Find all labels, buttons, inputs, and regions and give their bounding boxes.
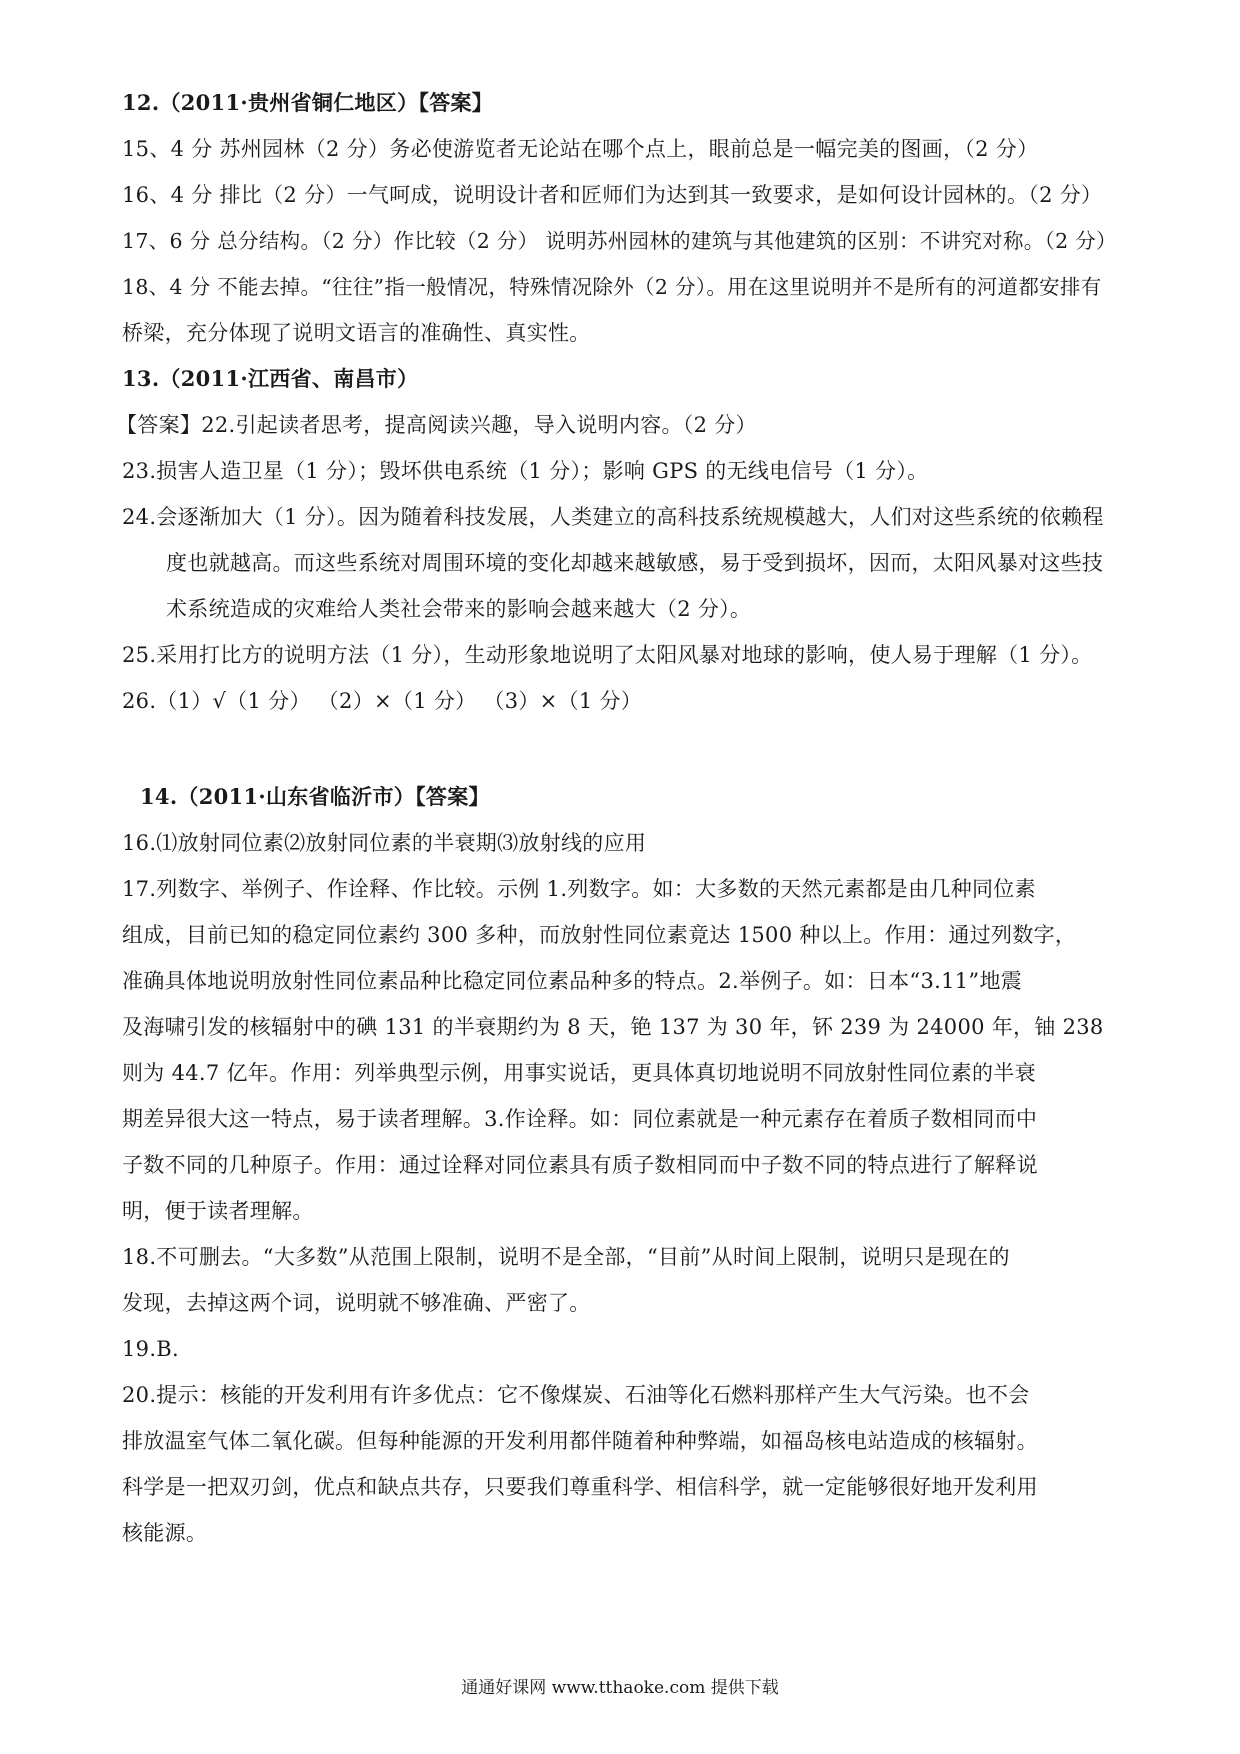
answer-line-18-cont: 桥梁，充分体现了说明文语言的准确性、真实性。	[122, 321, 591, 345]
answer-line-17b-cont-4: 则为 44.7 亿年。作用：列举典型示例，用事实说话，更具体真切地说明不同放射性同位素的半衰	[122, 1061, 1036, 1085]
answer-line-17b-cont-5: 期差异很大这一特点，易于读者理解。3.作诠释。如：同位素就是一种元素存在着质子数相同而中	[122, 1107, 1038, 1131]
answer-line-19b: 19.B.	[122, 1337, 180, 1361]
answer-line-16b: 16.⑴放射同位素⑵放射同位素的半衰期⑶放射线的应用	[122, 831, 647, 855]
answer-line-26: 26.（1）√（1 分） （2）×（1 分） （3）×（1 分）	[122, 689, 643, 713]
answer-line-22: 【答案】22.引起读者思考，提高阅读兴趣，导入说明内容。（2 分）	[116, 413, 757, 437]
answer-line-17b-cont-7: 明，便于读者理解。	[122, 1199, 314, 1223]
answer-line-20b-cont-1: 排放温室气体二氧化碳。但每种能源的开发利用都伴随着种种弊端，如福岛核电站造成的核辐射。	[122, 1429, 1038, 1453]
answer-line-17: 17、6 分 总分结构。（2 分）作比较（2 分） 说明苏州园林的建筑与其他建筑的区别：不讲究对称。（2 分）	[122, 229, 1117, 253]
page-footer: 通通好课网 www.tthaoke.com 提供下载	[461, 1678, 779, 1698]
answer-line-18b: 18.不可删去。“大多数”从范围上限制，说明不是全部，“目前”从时间上限制，说明只是现在的	[122, 1245, 1010, 1269]
answer-line-17b-cont-6: 子数不同的几种原子。作用：通过诠释对同位素具有质子数相同而中子数不同的特点进行了解释说	[122, 1153, 1038, 1177]
answer-line-17b-cont-3: 及海啸引发的核辐射中的碘 131 的半衰期约为 8 天，铯 137 为 30 年，钚 239 为 24000 年，铀 238	[122, 1015, 1104, 1039]
answer-line-23: 23.损害人造卫星（1 分）；毁坏供电系统（1 分）；影响 GPS 的无线电信号（1 分）。	[122, 459, 929, 483]
section-12-heading: 12.（2011·贵州省铜仁地区）【答案】	[122, 90, 494, 115]
answer-line-20b: 20.提示：核能的开发利用有许多优点：它不像煤炭、石油等化石燃料那样产生大气污染。也不会	[122, 1383, 1030, 1407]
answer-line-17b-cont-2: 准确具体地说明放射性同位素品种比稳定同位素品种多的特点。2.举例子。如：日本“3.11”地震	[122, 969, 1023, 993]
answer-line-20b-cont-2: 科学是一把双刃剑，优点和缺点共存，只要我们尊重科学、相信科学，就一定能够很好地开发利用	[122, 1475, 1038, 1499]
answer-line-16: 16、4 分 排比（2 分）一气呵成，说明设计者和匠师们为达到其一致要求，是如何设计园林的。（2 分）	[122, 183, 1103, 207]
answer-line-18: 18、4 分 不能去掉。“往往”指一般情况，特殊情况除外（2 分）。用在这里说明并不是所有的河道都安排有	[122, 275, 1102, 299]
answer-line-20b-cont-3: 核能源。	[122, 1521, 208, 1545]
answer-line-24-cont-1: 度也就越高。而这些系统对周围环境的变化却越来越敏感，易于受到损坏，因而，太阳风暴对这些技	[166, 551, 1104, 575]
answer-line-24-cont-2: 术系统造成的灾难给人类社会带来的影响会越来越大（2 分）。	[166, 597, 752, 621]
answer-line-18b-cont: 发现，去掉这两个词，说明就不够准确、严密了。	[122, 1291, 591, 1315]
section-14-heading: 14.（2011·山东省临沂市）【答案】	[140, 784, 490, 809]
answer-line-24: 24.会逐渐加大（1 分）。因为随着科技发展，人类建立的高科技系统规模越大，人们对这些系统的依赖程	[122, 505, 1104, 529]
answer-line-17b-cont-1: 组成，目前已知的稳定同位素约 300 多种，而放射性同位素竟达 1500 种以上。作用：通过列数字，	[122, 923, 1077, 947]
answer-line-17b: 17.列数字、举例子、作诠释、作比较。示例 1.列数字。如：大多数的天然元素都是由几种同位素	[122, 877, 1036, 901]
answer-line-25: 25.采用打比方的说明方法（1 分），生动形象地说明了太阳风暴对地球的影响，使人易于理解（1 分）。	[122, 643, 1093, 667]
answer-line-15: 15、4 分 苏州园林（2 分）务必使游览者无论站在哪个点上，眼前总是一幅完美的图画，（2 分）	[122, 137, 1039, 161]
section-13-heading: 13.（2011·江西省、南昌市）	[122, 366, 419, 391]
